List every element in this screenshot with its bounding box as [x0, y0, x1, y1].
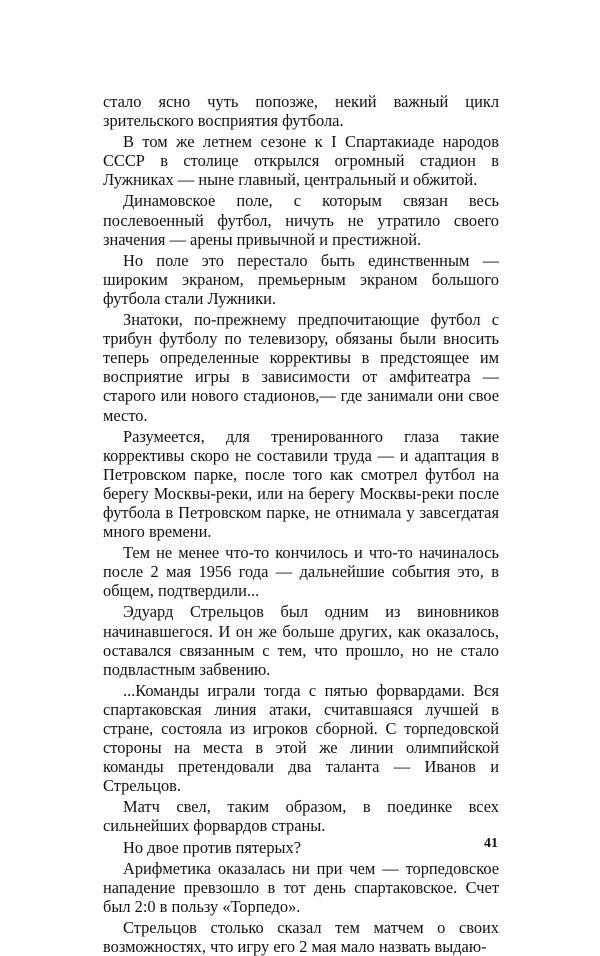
paragraph-11: Но двое против пятерых?	[123, 837, 302, 857]
paragraph-5: Знатоки, по-прежнему предпочитающие футбол с трибун футболу по телевизору, обязаны были вносить теперь определенные коррективы в предстоящее им восприятие игры в зависимости от амфитеатра — старого или нового стадионов,— где занимали они свое место.	[103, 310, 499, 425]
page-number: 41	[484, 836, 498, 851]
paragraph-10: Матч свел, таким образом, в поединке всех сильнейших форвардов страны.	[103, 797, 499, 836]
page-body	[103, 92, 499, 956]
paragraph-3: Динамовское поле, с которым связан весь послевоенный футбол, ничуть не утратило своего значения — арены привычной и престижной.	[103, 191, 499, 249]
paragraph-7: Тем не менее что-то кончилось и что-то начиналось после 2 мая 1956 года — дальнейшие события это, в общем, подтвердили...	[103, 543, 499, 601]
paragraph-6: Разумеется, для тренированного глаза такие коррективы скоро не составили труда — и адаптация в Петровском парке, после того как смотрел футбол на берегу Москвы-реки, или на берегу Москвы-реки после футбола в Петровском парке, не отнимала у завсегдатая много времени.	[103, 426, 499, 542]
paragraph-1: стало ясно чуть попозже, некий важный цикл зрительского восприятия футбола.	[103, 92, 499, 131]
paragraph-8: Эдуард Стрельцов был одним из виновников начинавшегося. И он же больше других, как оказалось, оставался связанным с тем, что прошло, но не стало подвластным забвению.	[103, 602, 499, 679]
paragraph-13: Стрельцов столько сказал тем матчем о своих возможностях, что игру его 2 мая мало назвать выдаю-	[103, 917, 499, 956]
paragraph-9: ...Команды играли тогда с пятью форвардами. Вся спартаковская линия атаки, считавшаяся лучшей в стране, состояла из игроков сборной. С торпедовской стороны на места в этой же линии олимпийской команды претендовали два таланта — Иванов и Стрельцов.	[103, 680, 499, 796]
paragraph-12: Арифметика оказалась ни при чем — торпедовское нападение превзошло в тот день спартаковское. Счет был 2:0 в пользу «Торпедо».	[103, 858, 499, 916]
paragraph-4: Но поле это перестало быть единственным — широким экраном, премьерным экраном большого футбола стали Лужники.	[103, 250, 499, 308]
paragraph-2: В том же летнем сезоне к I Спартакиаде народов СССР в столице открылся огромный стадион в Лужниках — ныне главный, центральный и обжитой.	[103, 132, 499, 190]
